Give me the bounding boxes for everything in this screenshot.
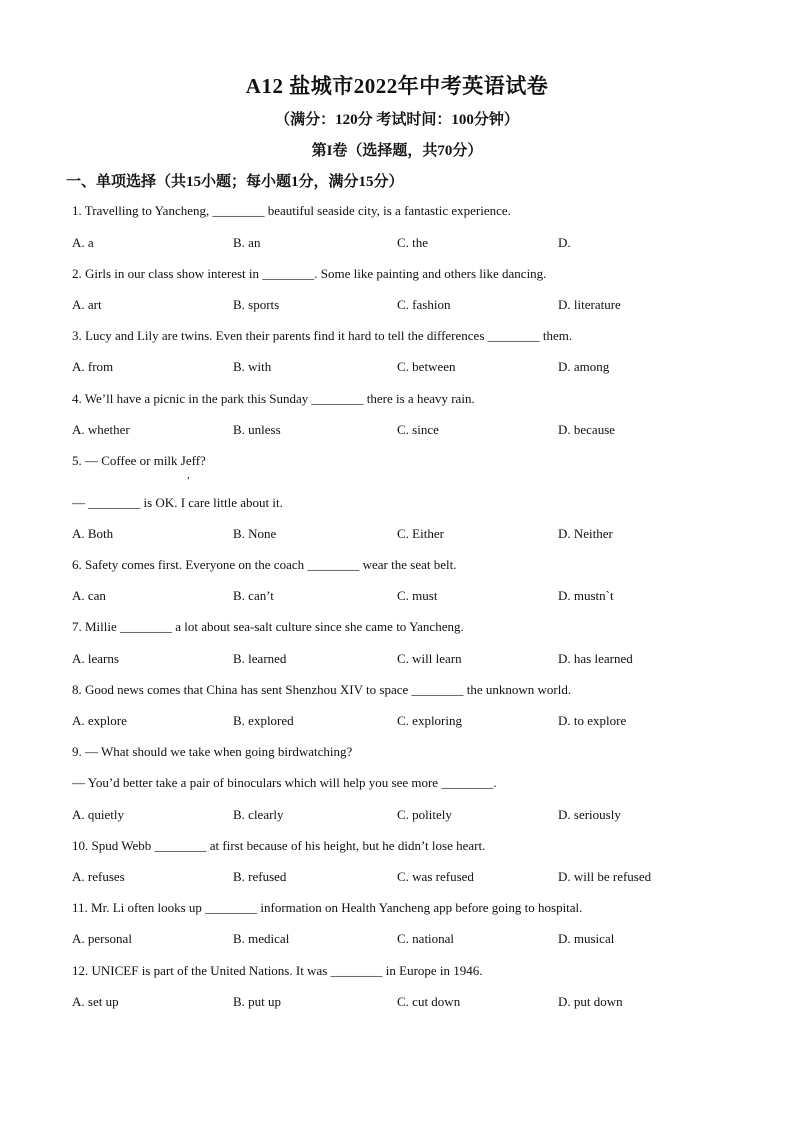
option-c: C. will learn (397, 651, 462, 666)
question-stem: 4. We’ll have a picnic in the park this Sunday ________ there is a heavy rain. (72, 391, 475, 406)
option-c: C. since (397, 422, 439, 437)
option-c: C. politely (397, 807, 452, 822)
option-row (72, 994, 732, 1012)
option-d: D. to explore (558, 713, 627, 728)
option-a: A. refuses (72, 869, 125, 884)
option-a: A. a (72, 235, 94, 250)
option-row (72, 359, 732, 377)
option-c: C. Either (397, 526, 444, 541)
option-d: D. mustn`t (558, 588, 614, 603)
option-d: D. has learned (558, 651, 633, 666)
option-row (72, 235, 732, 253)
question-stem: 10. Spud Webb ________ at first because of his height, but he didn’t lose heart. (72, 838, 486, 853)
option-b: B. put up (233, 994, 282, 1009)
section-heading: 一、单项选择（共15小题；每小题1分，满分15分） (66, 174, 404, 190)
option-b: B. explored (233, 713, 294, 728)
stray-comma-mark: , (187, 469, 190, 481)
option-a: A. set up (72, 994, 119, 1009)
option-a: A. learns (72, 651, 119, 666)
option-a: A. quietly (72, 807, 124, 822)
question-stem: 9. — What should we take when going birdwatching? (72, 744, 353, 759)
question-stem: 11. Mr. Li often looks up ________ information on Health Yancheng app before going to hospital. (72, 900, 583, 915)
option-b: B. learned (233, 651, 287, 666)
option-d: D. Neither (558, 526, 613, 541)
option-a: A. explore (72, 713, 127, 728)
option-b: B. unless (233, 422, 281, 437)
question-stem: 3. Lucy and Lily are twins. Even their parents find it hard to tell the differences ________ them. (72, 328, 573, 343)
question-stem: 7. Millie ________ a lot about sea-salt culture since she came to Yancheng. (72, 619, 464, 634)
question-stem: 1. Travelling to Yancheng, ________ beautiful seaside city, is a fantastic experience. (72, 203, 511, 218)
option-row (72, 931, 732, 949)
option-b: B. medical (233, 931, 290, 946)
option-d: D. seriously (558, 807, 621, 822)
option-row (72, 297, 732, 315)
option-row (72, 869, 732, 887)
option-d: D. musical (558, 931, 615, 946)
question-stem: 8. Good news comes that China has sent Shenzhou XIV to space ________ the unknown world. (72, 682, 572, 697)
option-a: A. Both (72, 526, 114, 541)
option-d: D. put down (558, 994, 623, 1009)
exam-title: A12 盐城市2022年中考英语试卷 (245, 74, 549, 98)
option-row (72, 807, 732, 825)
option-a: A. art (72, 297, 102, 312)
option-b: B. None (233, 526, 277, 541)
option-a: A. from (72, 359, 114, 374)
option-c: C. between (397, 359, 456, 374)
option-a: A. personal (72, 931, 132, 946)
option-a: A. can (72, 588, 106, 603)
exam-subtitle: （满分：120分 考试时间：100分钟） (275, 112, 519, 128)
option-c: C. must (397, 588, 438, 603)
option-row (72, 422, 732, 440)
option-c: C. the (397, 235, 429, 250)
question-stem: 12. UNICEF is part of the United Nations. It was ________ in Europe in 1946. (72, 963, 483, 978)
option-d: D. will be refused (558, 869, 652, 884)
option-c: C. national (397, 931, 455, 946)
option-row (72, 526, 732, 544)
question-stem: 5. — Coffee or milk Jeff? (72, 453, 206, 468)
part-heading: 第I卷（选择题，共70分） (311, 143, 483, 159)
option-b: B. clearly (233, 807, 284, 822)
option-c: C. cut down (397, 994, 461, 1009)
option-d: D. because (558, 422, 616, 437)
option-b: B. refused (233, 869, 287, 884)
question-reply: — ________ is OK. I care little about it. (72, 495, 283, 510)
question-reply: — You’d better take a pair of binoculars which will help you see more ________. (72, 775, 497, 790)
option-b: B. an (233, 235, 261, 250)
question-stem: 2. Girls in our class show interest in ________. Some like painting and others like dancing. (72, 266, 547, 281)
option-c: C. exploring (397, 713, 462, 728)
option-d: D. (558, 235, 571, 250)
option-d: D. among (558, 359, 610, 374)
option-a: A. whether (72, 422, 130, 437)
option-c: C. was refused (397, 869, 474, 884)
option-row (72, 588, 732, 606)
option-b: B. with (233, 359, 272, 374)
option-row (72, 651, 732, 669)
question-stem: 6. Safety comes first. Everyone on the coach ________ wear the seat belt. (72, 557, 457, 572)
option-row (72, 713, 732, 731)
option-d: D. literature (558, 297, 621, 312)
option-b: B. sports (233, 297, 280, 312)
option-b: B. can’t (233, 588, 274, 603)
option-c: C. fashion (397, 297, 451, 312)
